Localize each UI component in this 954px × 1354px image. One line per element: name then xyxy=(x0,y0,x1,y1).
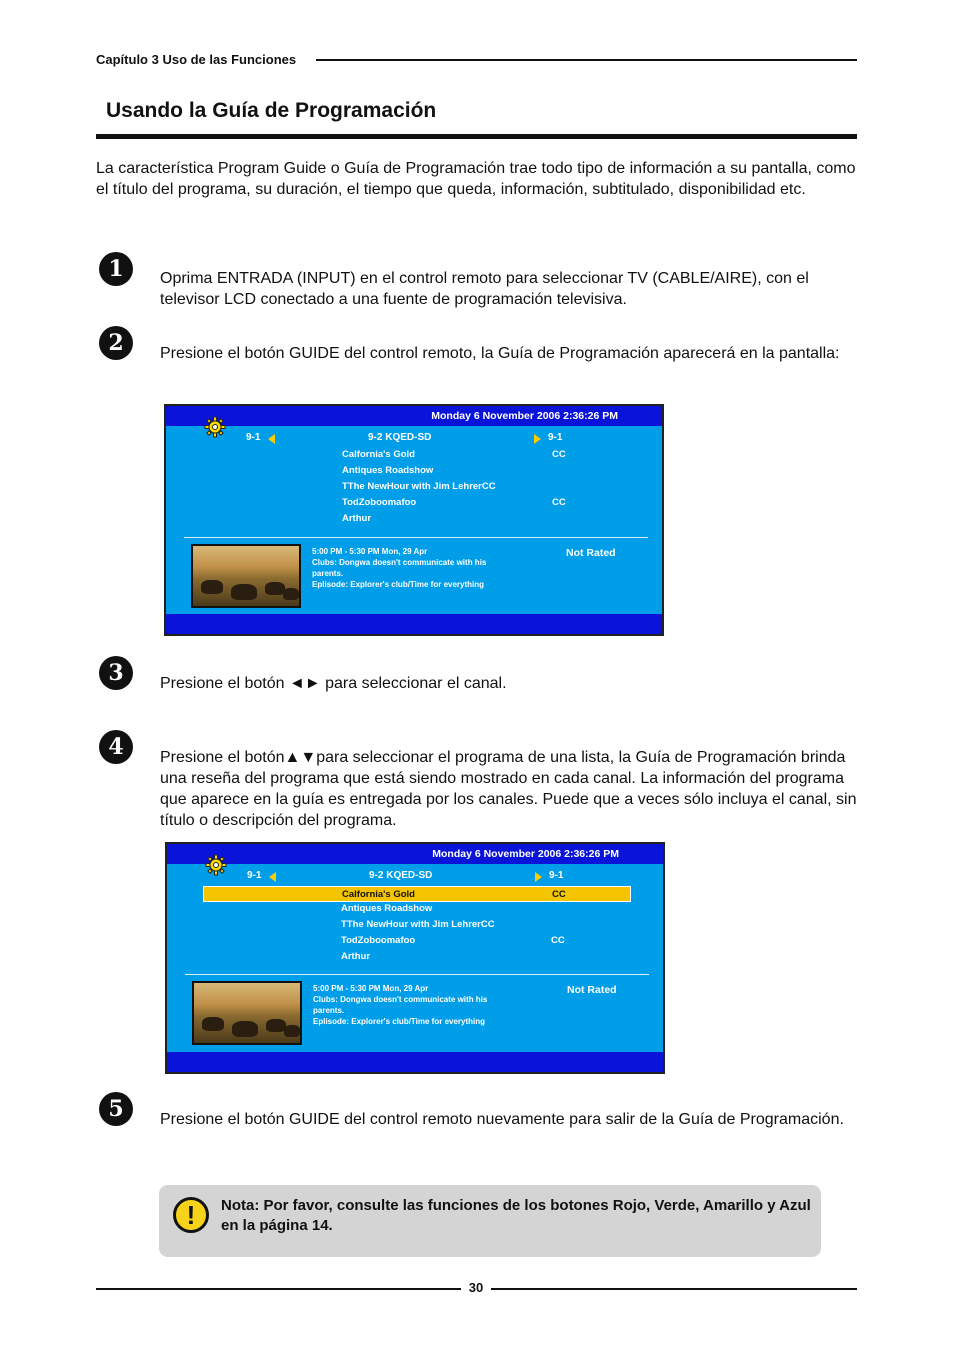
guide-top-bar xyxy=(166,406,662,426)
guide-divider xyxy=(184,537,648,538)
step-1-number: 1 xyxy=(99,252,133,286)
gear-icon xyxy=(205,854,227,876)
prev-channel: 9-1 xyxy=(247,870,262,881)
guide-bottom-bar xyxy=(166,614,662,634)
note-text: Nota: Por favor, consulte las funciones de los botones Rojo, Verde, Amarillo y Azul en la página 14. xyxy=(221,1197,811,1234)
program-cc: CC xyxy=(551,935,565,946)
warning-icon: ! xyxy=(173,1197,209,1233)
program-item[interactable]: Antiques Roadshow xyxy=(341,903,433,914)
detail-time: 5:00 PM - 5:30 PM Mon, 29 Apr xyxy=(313,984,429,993)
program-item[interactable]: Calfornia's Gold xyxy=(342,449,415,460)
program-title: Calfornia's Gold xyxy=(342,889,415,900)
step-5-number: 5 xyxy=(99,1092,133,1126)
title-rule xyxy=(96,134,857,139)
chapter-heading: Capítulo 3 Uso de las Funciones xyxy=(96,52,297,67)
program-thumbnail xyxy=(191,544,301,608)
current-channel: 9-2 KQED-SD xyxy=(369,870,433,881)
program-cc: CC xyxy=(552,889,566,900)
step-4-text: Presione el botón▲▼para seleccionar el programa de una lista, la Guía de Programación brinda una reseña del programa que está siendo mostrado en cada canal. La información del programa que aparece en la guía es entregada por los canales. Puede que a veces sólo incluya el canal, sin título o descripción del programa. xyxy=(160,749,857,829)
note-box xyxy=(159,1185,821,1257)
detail-desc: Clubs: Dongwa doesn't communicate with his xyxy=(313,995,488,1004)
step-1-text: Oprima ENTRADA (INPUT) en el control remoto para seleccionar TV (CABLE/AIRE), con el televisor LCD conectado a una fuente de programación televisiva. xyxy=(160,270,809,308)
step-3-number: 3 xyxy=(99,656,133,690)
program-item[interactable]: TThe NewHour with Jim LehrerCC xyxy=(341,919,495,930)
page-number: 30 xyxy=(468,1280,484,1295)
program-item[interactable]: Arthur xyxy=(342,513,372,524)
step-4-number: 4 xyxy=(99,730,133,764)
guide-screen-2 xyxy=(165,842,665,1074)
arrow-right-icon[interactable] xyxy=(534,434,541,444)
step-2-number: 2 xyxy=(99,326,133,360)
program-item[interactable]: TodZoboomafoo xyxy=(341,935,416,946)
detail-episode: Eplisode: Explorer's club/Time for everything xyxy=(313,1017,486,1026)
next-channel: 9-1 xyxy=(548,432,563,443)
arrow-left-icon[interactable] xyxy=(268,434,275,444)
program-item-selected[interactable] xyxy=(203,886,631,902)
footer-rule-right xyxy=(491,1288,857,1290)
arrow-left-icon[interactable] xyxy=(269,872,276,882)
guide-datetime: Monday 6 November 2006 2:36:26 PM xyxy=(431,410,618,422)
step-5-text: Presione el botón GUIDE del control remoto nuevamente para salir de la Guía de Programación. xyxy=(160,1111,844,1128)
prev-channel: 9-1 xyxy=(246,432,261,443)
program-item[interactable]: Arthur xyxy=(341,951,371,962)
detail-desc-2: parents. xyxy=(313,1006,345,1015)
guide-datetime: Monday 6 November 2006 2:36:26 PM xyxy=(432,848,619,860)
detail-time: 5:00 PM - 5:30 PM Mon, 29 Apr xyxy=(312,547,428,556)
guide-screen-1 xyxy=(164,404,664,636)
program-thumbnail xyxy=(192,981,302,1045)
arrow-right-icon[interactable] xyxy=(535,872,542,882)
guide-top-bar xyxy=(167,844,663,864)
guide-divider xyxy=(185,974,649,975)
guide-bottom-bar xyxy=(167,1052,663,1072)
rating: Not Rated xyxy=(567,984,617,996)
program-item[interactable]: TThe NewHour with Jim LehrerCC xyxy=(342,481,496,492)
rating: Not Rated xyxy=(566,547,616,559)
step-2-text: Presione el botón GUIDE del control remoto, la Guía de Programación aparecerá en la pantalla: xyxy=(160,345,840,362)
next-channel: 9-1 xyxy=(549,870,564,881)
step-3-text: Presione el botón ◄► para seleccionar el canal. xyxy=(160,675,507,692)
detail-episode: Eplisode: Explorer's club/Time for everything xyxy=(312,580,485,589)
chapter-rule xyxy=(316,59,857,61)
current-channel: 9-2 KQED-SD xyxy=(368,432,432,443)
page-title: Usando la Guía de Programación xyxy=(106,99,437,122)
program-cc: CC xyxy=(552,497,566,508)
program-item[interactable]: Antiques Roadshow xyxy=(342,465,434,476)
gear-icon xyxy=(204,416,226,438)
footer-rule-left xyxy=(96,1288,461,1290)
program-item[interactable]: TodZoboomafoo xyxy=(342,497,417,508)
intro-paragraph: La característica Program Guide o Guía de Programación trae todo tipo de información a su pantalla, como el título del programa, su duración, el tiempo que queda, información, subtitulado, disponibilidad etc. xyxy=(96,160,856,198)
detail-desc: Clubs: Dongwa doesn't communicate with his xyxy=(312,558,487,567)
detail-desc-2: parents. xyxy=(312,569,344,578)
program-cc: CC xyxy=(552,449,566,460)
